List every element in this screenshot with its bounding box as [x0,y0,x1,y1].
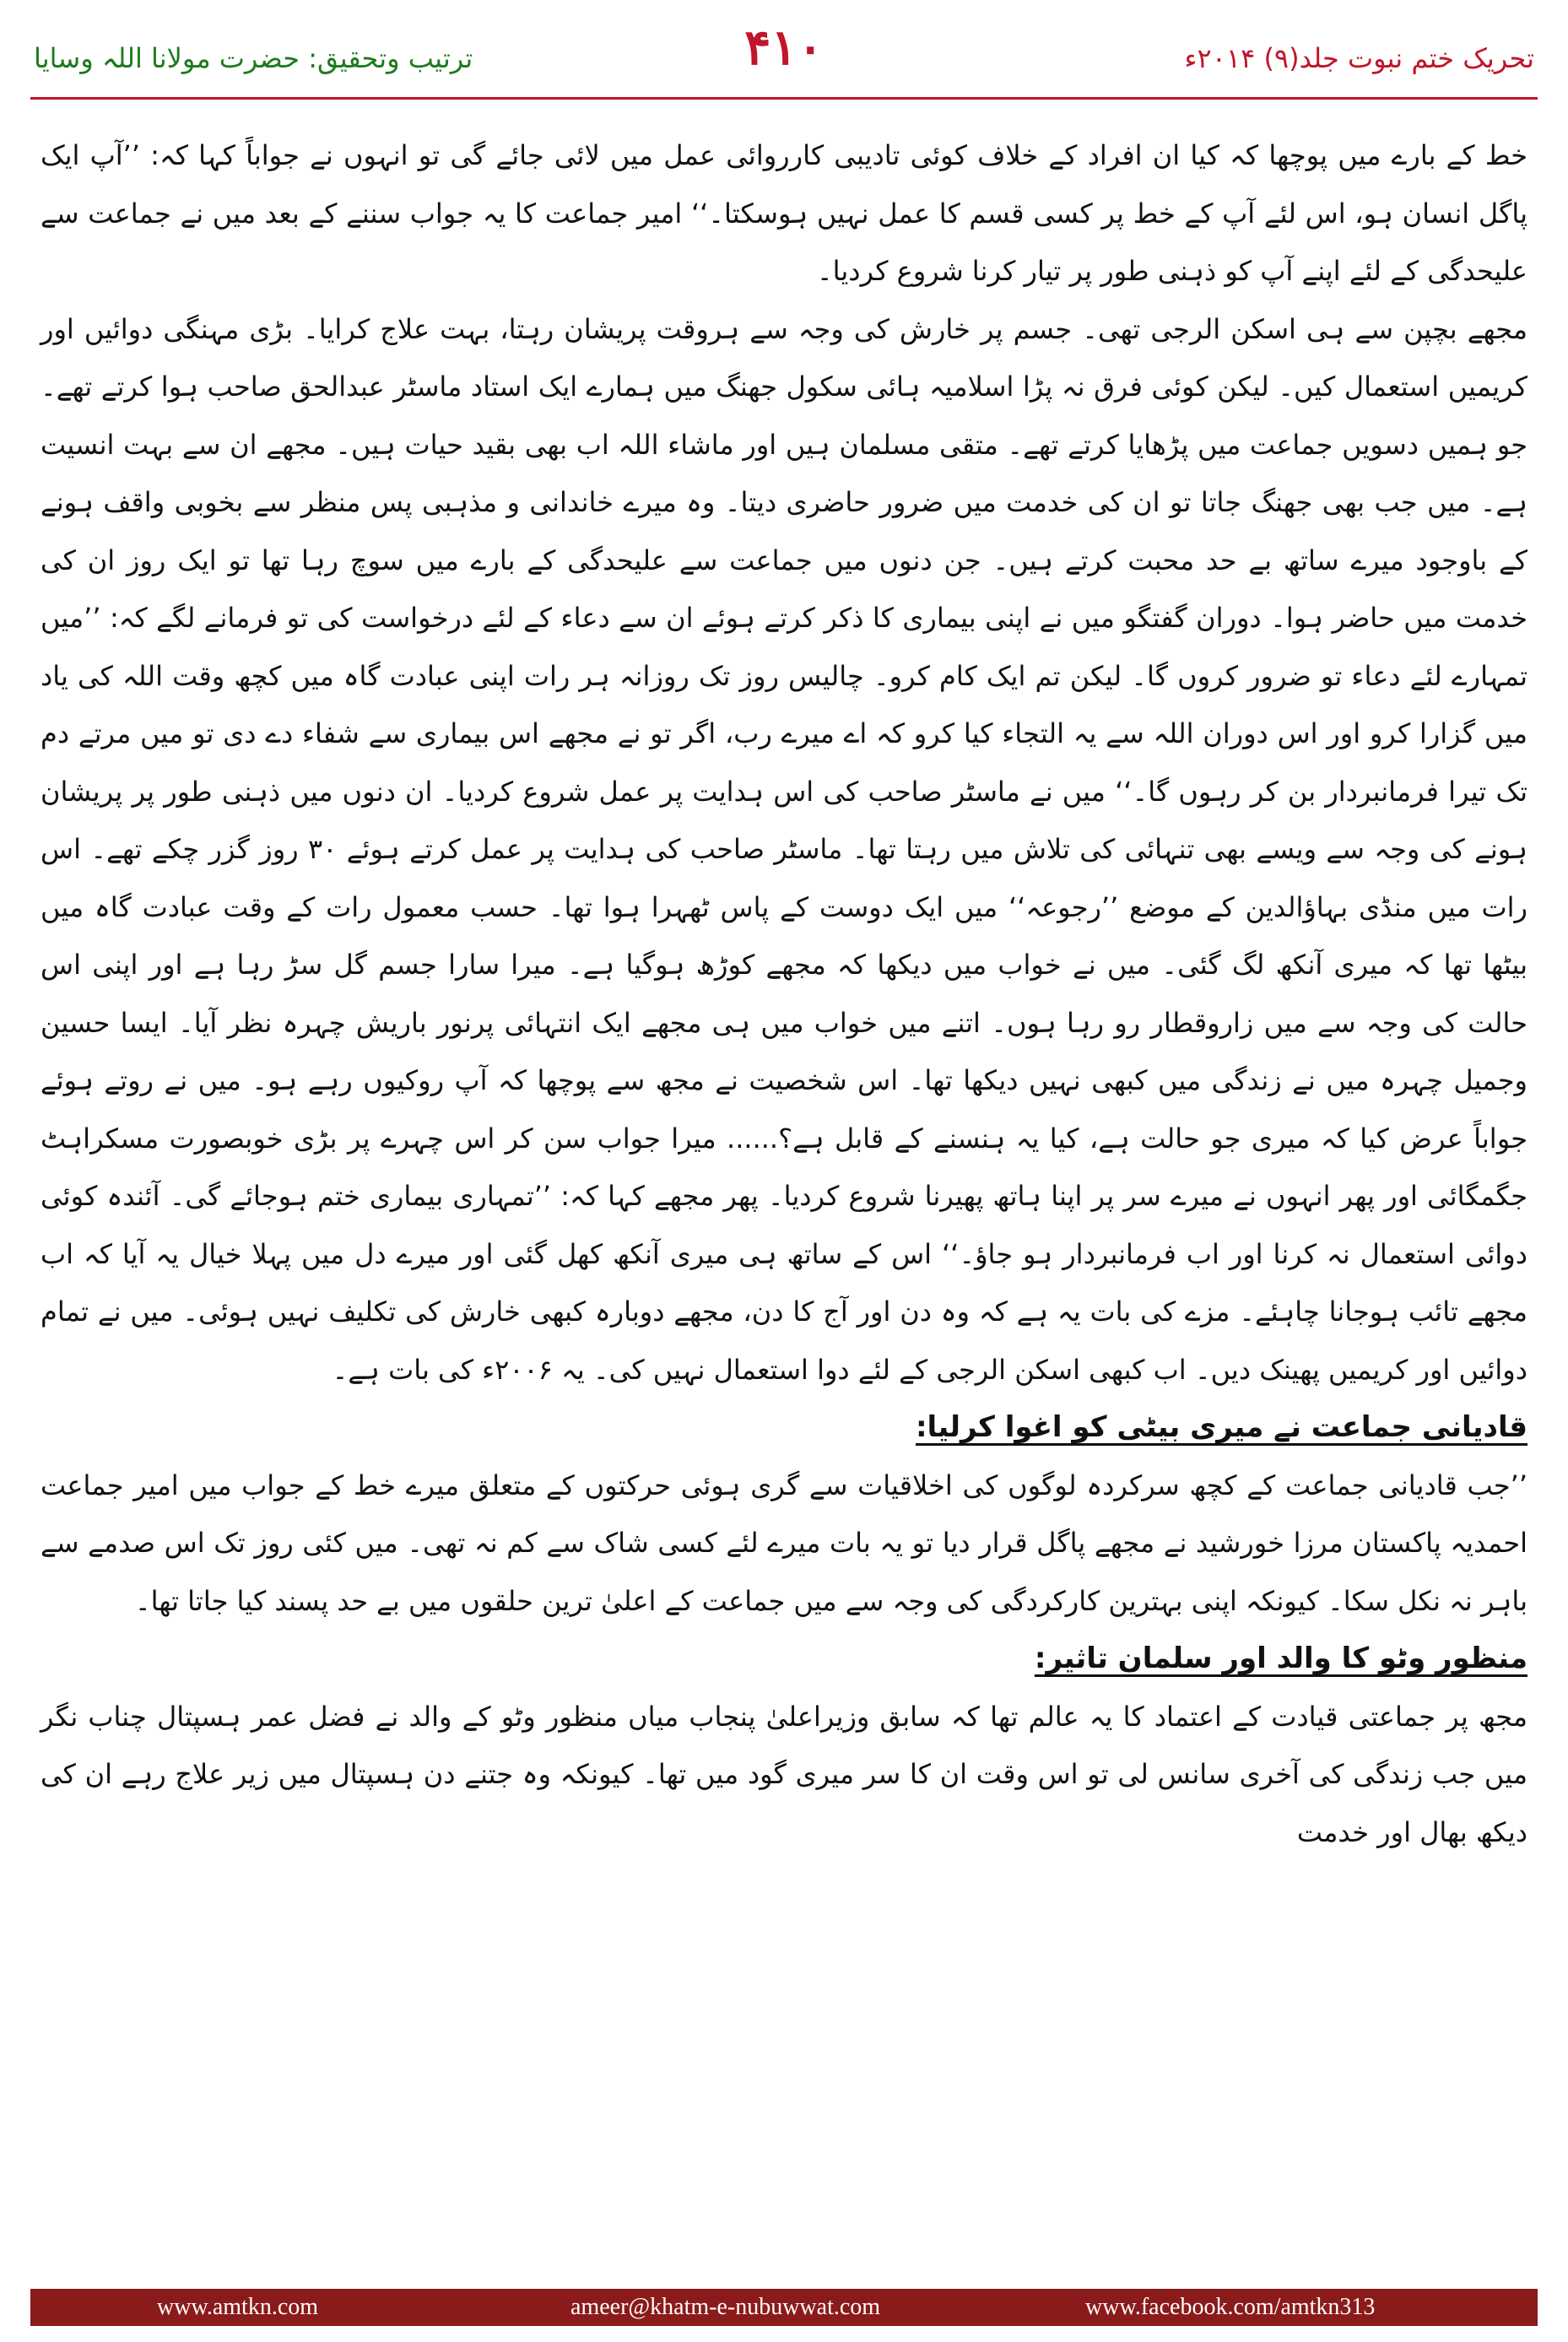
footer-email-link[interactable]: ameer@khatm-e-nubuwwat.com [570,2294,881,2320]
page-number: ۴۱۰ [744,19,824,76]
header-divider [30,97,1538,100]
page-footer [30,2289,1538,2326]
page-body [41,127,1527,2237]
footer-website-link[interactable]: www.amtkn.com [157,2294,319,2320]
paragraph: مجھے بچپن سے ہی اسکن الرجی تھی۔ جسم پر خارش کی وجہ سے ہروقت پریشان رہتا، بہت علاج کرایا۔ بڑی مہنگی دوائیں اور کریمیں استعمال کیں۔ لیکن کوئی فرق نہ پڑا اسلامیہ ہائی سکول جھنگ میں ہمارے ایک استاد ماسٹر عبدالحق صاحب ہوا کرتے تھے۔ جو ہمیں دسویں جماعت میں پڑھایا کرتے تھے۔ متقی مسلمان ہیں اور ماشاء اللہ اب بھی بقید حیات ہیں۔ مجھے ان سے بہت انسیت ہے۔ میں جب بھی جھنگ جاتا تو ان کی خدمت میں ضرور حاضری دیتا۔ وہ میرے خاندانی و مذہبی پس منظر سے بخوبی واقف ہونے کے باوجود میرے ساتھ بے حد محبت کرتے ہیں۔ جن دنوں میں جماعت سے علیحدگی کے بارے میں سوچ رہا تھا تو ایک روز ان کی خدمت میں حاضر ہوا۔ دوران گفتگو میں نے اپنی بیماری کا ذکر کرتے ہوئے ان سے دعاء کے لئے درخواست کی تو فرمانے لگے کہ: ’’میں تمہارے لئے دعاء تو ضرور کروں گا۔ لیکن تم ایک کام کرو۔ چالیس روز تک روزانہ ہر رات اپنی عبادت گاہ میں کچھ وقت اللہ کی یاد میں گزارا کرو اور اس دوران اللہ سے یہ التجاء کیا کرو کہ اے میرے رب، اگر تو نے مجھے اس بیماری سے شفاء دے دی تو میں مرتے دم تک تیرا فرمانبردار بن کر رہوں گا۔‘‘ میں نے ماسٹر صاحب کی اس ہدایت پر عمل شروع کردیا۔ ان دنوں میں ذہنی طور پر پریشان ہونے کی وجہ سے ویسے بھی تنہائی کی تلاش میں رہتا تھا۔ ماسٹر صاحب کی ہدایت پر عمل کرتے ہوئے ۳۰ روز گزر چکے تھے۔ اس رات میں منڈی بہاؤالدین کے موضع ’’رجوعہ‘‘ میں ایک دوست کے پاس ٹھہرا ہوا تھا۔ حسب معمول رات کے وقت عبادت گاہ میں بیٹھا تھا کہ میری آنکھ لگ گئی۔ میں نے خواب میں دیکھا کہ مجھے کوڑھ ہوگیا ہے۔ میرا سارا جسم گل سڑ رہا ہے اور اپنی اس حالت کی وجہ سے میں زاروقطار رو رہا ہوں۔ اتنے میں خواب میں ہی مجھے ایک انتہائی پرنور باریش چہرہ نظر آیا۔ ایسا حسین وجمیل چہرہ میں نے زندگی میں کبھی نہیں دیکھا تھا۔ اس شخصیت نے مجھ سے پوچھا کہ آپ روکیوں رہے ہو۔ میں نے روتے ہوئے جواباً عرض کیا کہ میری جو حالت ہے، کیا یہ ہنسنے کے قابل ہے؟...... میرا جواب سن کر اس چہرے پر بڑی خوبصورت مسکراہٹ جگمگائی اور پھر انہوں نے میرے سر پر اپنا ہاتھ پھیرنا شروع کردیا۔ پھر مجھے کہا کہ: ’’تمہاری بیماری ختم ہوجائے گی۔ آئندہ کوئی دوائی استعمال نہ کرنا اور اب فرمانبردار ہو جاؤ۔‘‘ اس کے ساتھ ہی میری آنکھ کھل گئی اور میرے دل میں پہلا خیال یہ آیا کہ اب مجھے تائب ہوجانا چاہئے۔ مزے کی بات یہ ہے کہ وہ دن اور آج کا دن، مجھے دوبارہ کبھی خارش کی تکلیف نہیں ہوئی۔ میں نے تمام دوائیں اور کریمیں پھینک دیں۔ اب کبھی اسکن الرجی کے لئے دوا استعمال نہیں کی۔ یہ ۲۰۰۶ء کی بات ہے۔ [41,312,1528,1386]
footer-facebook-link[interactable]: www.facebook.com/amtkn313 [1085,2294,1376,2320]
section-heading: منظور وٹو کا والد اور سلمان تاثیر: [1034,1642,1527,1675]
header-book-title: تحریک ختم نبوت جلد(۹) ۲۰۱۴ء [1184,42,1534,74]
paragraph: ’’جب قادیانی جماعت کے کچھ سرکردہ لوگوں کی اخلاقیات سے گری ہوئی حرکتوں کے متعلق میرے خط کے جواب میں امیر جماعت احمدیہ پاکستان مرزا خورشید نے مجھے پاگل قرار دیا تو یہ بات میرے لئے کسی شاک سے کم نہ تھی۔ میں کئی روز تک اس صدمے سے باہر نہ نکل سکا۔ کیونکہ اپنی بہترین کارکردگی کی وجہ سے میں جماعت کے اعلیٰ ترین حلقوں میں بے حد پسند کیا جاتا تھا۔ [41,1468,1527,1617]
paragraph: خط کے بارے میں پوچھا کہ کیا ان افراد کے خلاف کوئی تادیبی کارروائی عمل میں لائی جائے گی تو انہوں نے جواباً کہا کہ: ’’آپ ایک پاگل انسان ہو، اس لئے آپ کے خط پر کسی قسم کا عمل نہیں ہوسکتا۔‘‘ امیر جماعت کا یہ جواب سننے کے بعد میں نے جماعت سے علیحدگی کے لئے اپنے آپ کو ذہنی طور پر تیار کرنا شروع کردیا۔ [41,139,1527,287]
paragraph: مجھ پر جماعتی قیادت کے اعتماد کا یہ عالم تھا کہ سابق وزیراعلیٰ پنجاب میاں منظور وٹو کے والد نے فضل عمر ہسپتال چناب نگر میں جب زندگی کی آخری سانس لی تو اس وقت ان کا سر میری گود میں تھا۔ کیونکہ وہ جتنے دن ہسپتال میں زیر علاج رہے ان کی دیکھ بھال اور خدمت [41,1700,1527,1848]
page-header [0,0,1568,101]
section-heading: قادیانی جماعت نے میری بیٹی کو اغوا کرلیا: [915,1410,1527,1444]
header-compiler-credit: ترتیب وتحقیق: حضرت مولانا اللہ وسایا [34,42,473,74]
